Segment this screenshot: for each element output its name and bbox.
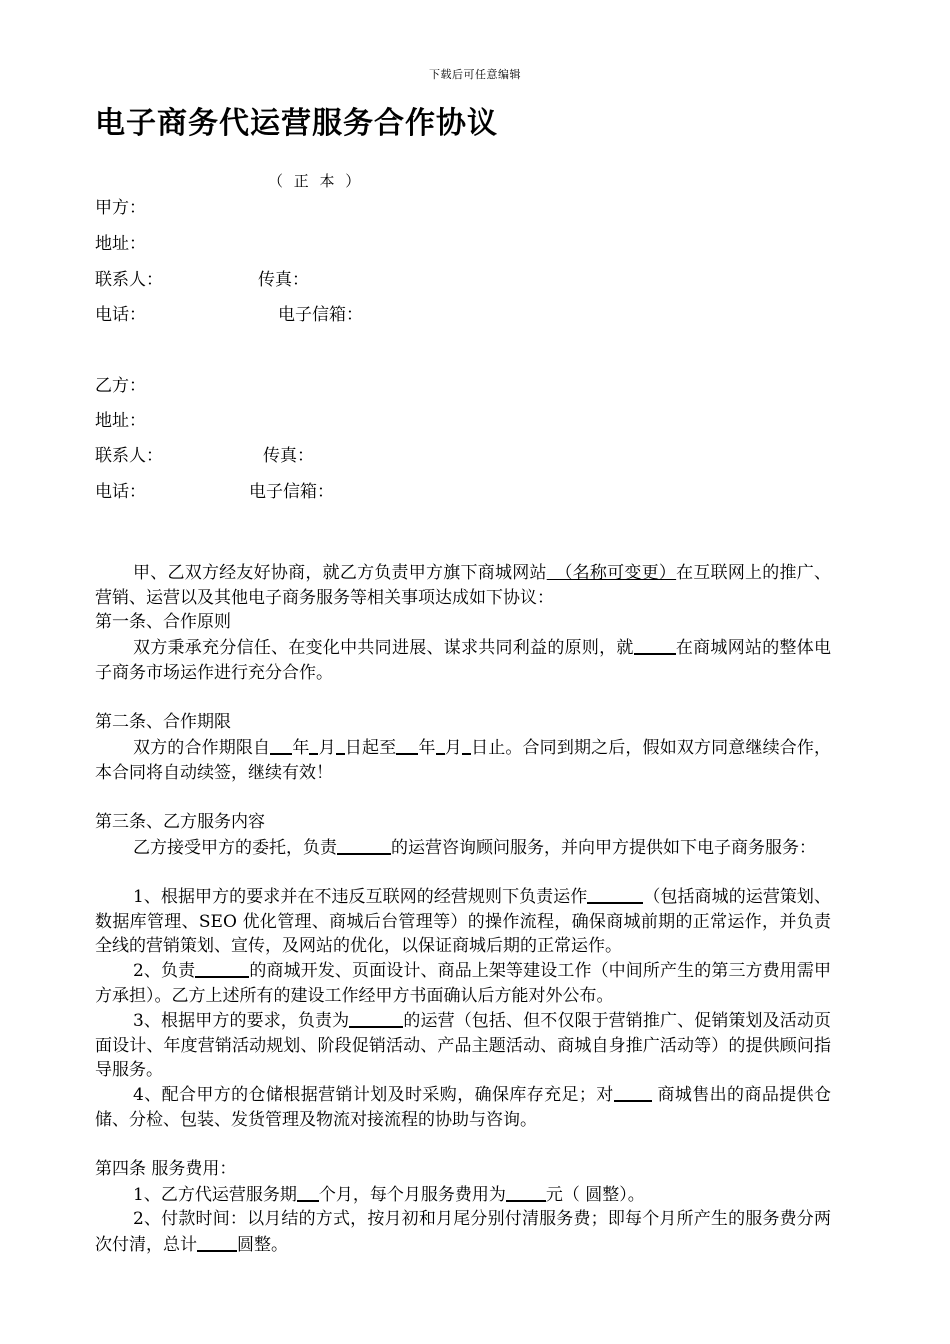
fill-blank: [337, 835, 391, 855]
party-a-email-label: 电子信箱：: [278, 305, 363, 325]
fill-blank: [297, 1182, 319, 1202]
fill-blank: [587, 884, 643, 904]
party-a-contact-label: 联系人：: [95, 270, 163, 290]
party-b-fax-label: 传真：: [263, 446, 314, 466]
site-name-underlined: （名称可变更）: [546, 563, 677, 583]
fill-blank: [634, 635, 676, 655]
party-b-email-label: 电子信箱：: [249, 482, 334, 502]
fill-blank: [197, 1232, 237, 1252]
article-3-heading: 第三条、乙方服务内容: [95, 812, 265, 832]
header-note: 下载后可任意编辑: [429, 68, 521, 81]
article-4-item-1: 1、乙方代运营服务期 个月，每个月服务费用为 元（ 圆整）。: [95, 1182, 831, 1208]
article-3-item-2: 2、负责 的商城开发、页面设计、商品上架等建设工作（中间所产生的第三方费用需甲方承担）。乙方上述所有的建设工作经甲方书面确认后方能对外公布。: [95, 958, 831, 1008]
article-3-item-1: 1、根据甲方的要求并在不违反互联网的经营规则下负责运作 （包括商城的运营策划、数据库管理、SEO 优化管理、商城后台管理等）的操作流程，确保商城前期的正常运作，并负责全线的营销策划、宣传，及网站的优化，以保证商城后期的正常运作。: [95, 884, 831, 959]
party-b-phone-label: 电话：: [95, 482, 146, 502]
article-4-item-2: 2、付款时间：以月结的方式，按月初和月尾分别付清服务费；即每个月所产生的服务费分两次付清，总计 圆整。: [95, 1209, 831, 1255]
party-b-label: 乙方：: [95, 376, 146, 396]
fill-blank: [506, 1182, 546, 1202]
article-3-item-4: 4、配合甲方的仓储根据营销计划及时采购，确保库存充足；对 商城售出的商品提供仓储、分检、包装、发货管理及物流对接流程的协助与咨询。: [95, 1082, 831, 1132]
article-1-paragraph: 双方秉承充分信任、在变化中共同进展、谋求共同利益的原则，就 在商城网站的整体电子商务市场运作进行充分合作。: [95, 635, 831, 685]
article-2-heading: 第二条、合作期限: [95, 712, 231, 732]
fill-blank: [436, 735, 445, 755]
party-a-address-label: 地址：: [95, 234, 146, 254]
fill-blank: [396, 735, 418, 755]
fill-blank: [195, 958, 249, 978]
document-subtitle: （ 正 本 ）: [268, 172, 364, 190]
article-1-heading: 第一条、合作原则: [95, 612, 231, 632]
fill-blank: [614, 1082, 652, 1102]
fill-blank: [349, 1008, 403, 1028]
party-b-contact-label: 联系人：: [95, 446, 163, 466]
article-4-heading: 第四条 服务费用：: [95, 1159, 237, 1179]
party-b-address-label: 地址：: [95, 411, 146, 431]
fill-blank: [462, 735, 471, 755]
fill-blank: [336, 735, 345, 755]
fill-blank: [270, 735, 292, 755]
article-2-paragraph: 双方的合作期限自 年 月 日起至 年 月 日止。合同到期之后，假如双方同意继续合作，本合同将自动续签，继续有效！: [95, 735, 831, 785]
article-3-item-3: 3、根据甲方的要求，负责为 的运营（包括、但不仅限于营销推广、促销策划及活动页面设计、年度营销活动规划、阶段促销活动、产品主题活动、商城自身推广活动等）的提供顾问指导服务。: [95, 1008, 831, 1083]
page-title: 电子商务代运营服务合作协议: [95, 106, 498, 141]
party-a-fax-label: 传真：: [258, 270, 309, 290]
party-a-label: 甲方：: [95, 198, 146, 218]
party-a-phone-label: 电话：: [95, 305, 146, 325]
article-3-paragraph: 乙方接受甲方的委托，负责 的运营咨询顾问服务，并向甲方提供如下电子商务服务：: [95, 835, 831, 861]
intro-paragraph: 甲、乙双方经友好协商，就乙方负责甲方旗下商城网站 （名称可变更）在互联网上的推广、营销、运营以及其他电子商务服务等相关事项达成如下协议：: [95, 563, 832, 608]
